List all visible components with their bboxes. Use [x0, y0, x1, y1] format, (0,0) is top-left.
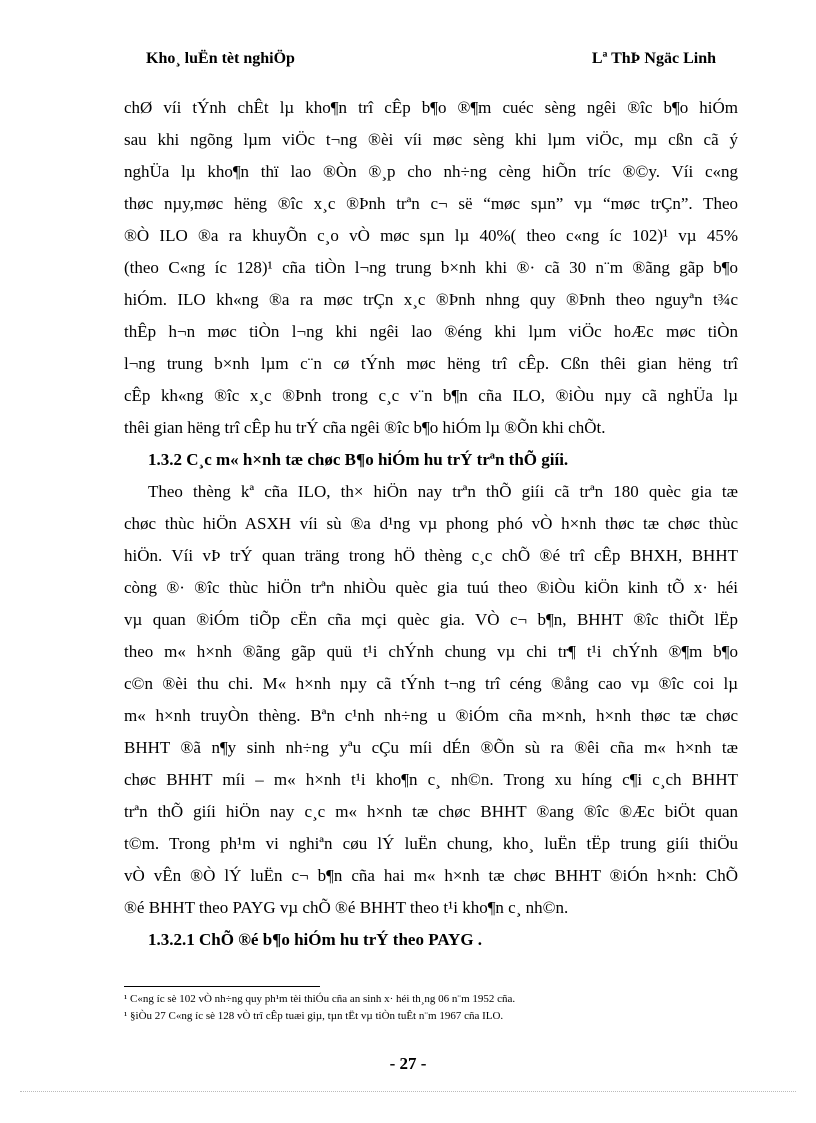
text-line: thøc nµy,møc hëng ®îc x¸c ®Þnh trªn c¬ së “møc sµn” vµ “møc trÇn”. Theo — [124, 194, 738, 213]
text-line: chØ víi tÝnh chÊt lµ kho¶n trî cÊp b¶o ®¶m cuéc sèng ngêi ®îc b¶o hiÓm — [124, 98, 738, 117]
footnotes — [124, 991, 744, 1025]
text-line: thêi gian hëng trî cÊp hu trÝ cña ngêi ®îc b¶o hiÓm lµ ®Õn khi chÕt. — [124, 418, 606, 437]
section-heading: 1.3.2 C¸c m« h×nh tæ chøc B¶o hiÓm hu trÝ trªn thÕ giíi. — [148, 450, 569, 469]
text-line: cÊp kh«ng ®îc x¸c ®Þnh trong c¸c v¨n b¶n cña ILO, ®iÒu nµy cã nghÜa lµ — [124, 386, 738, 405]
footnote-divider — [124, 986, 320, 987]
text-line: theo m« h×nh ®ãng gãp quü t¹i chÝnh chung vµ chi tr¶ t¹i chÝnh ®¶m b¶o — [124, 642, 738, 661]
text-line: chøc thùc hiÖn ASXH víi sù ®a d¹ng vµ phong phó vÒ h×nh thøc tæ chøc thùc — [124, 514, 738, 533]
text-line: m« h×nh truyÒn thèng. Bªn c¹nh nh÷ng u ®iÓm cña m×nh, h×nh thøc tæ chøc — [124, 706, 738, 725]
text-line: Theo thèng kª cña ILO, th× hiÖn nay trªn thÕ giíi cã trªn 180 quèc gia tæ — [148, 482, 738, 501]
header-title: Kho¸ luËn tèt nghiÖp — [146, 50, 295, 67]
text-line: còng ®· ®îc thùc hiÖn trªn nhiÒu quèc gia tuú theo ®iÒu kiÖn kinh tÕ x· héi — [124, 578, 738, 597]
text-line: vµ quan ®iÓm tiÕp cËn cña mçi quèc gia. VÒ c¬ b¶n, BHHT ®îc thiÕt lËp — [124, 610, 738, 629]
subsection-heading: 1.3.2.1 ChÕ ®é b¶o hiÓm hu trÝ theo PAYG . — [148, 930, 483, 949]
body-text — [124, 92, 738, 956]
text-line: (theo C«ng íc 128)¹ cña tiÒn l¬ng trung b×nh khi ®· cã 30 n¨m ®ãng gãp b¶o — [124, 258, 738, 277]
footnote: ¹ §iÒu 27 C«ng íc sè 128 vÒ trî cÊp tuæi giµ, tµn tËt vµ tiÒn tuÊt n¨m 1967 cña ILO. — [124, 1010, 504, 1022]
text-line: BHHT ®ã n¶y sinh nh÷ng yªu cÇu míi dÉn ®Õn sù ra ®êi cña m« h×nh tæ — [124, 738, 738, 757]
text-line: l¬ng trung b×nh lµm c¨n cø tÝnh møc hëng trî cÊp. Cßn thêi gian hëng trî — [124, 354, 738, 373]
text-line: hiÖn. Víi vÞ trÝ quan träng trong hÖ thèng c¸c chÕ ®é trî cÊp BHXH, BHHT — [124, 546, 738, 565]
text-line: sau khi ngõng lµm viÖc t¬ng ®èi víi møc sèng khi lµm viÖc, mµ cßn cã ý — [124, 130, 738, 149]
page-number: - 27 - — [389, 1054, 427, 1073]
text-line: trªn thÕ giíi hiÖn nay c¸c m« h×nh tæ chøc BHHT ®ang ®îc ®Æc biÖt quan — [124, 802, 738, 821]
text-line: vÒ vÊn ®Ò lÝ luËn c¬ b¶n cña hai m« h×nh tæ chøc BHHT ®iÓn h×nh: ChÕ — [124, 866, 738, 885]
text-line: chøc BHHT míi – m« h×nh t¹i kho¶n c¸ nh©n. Trong xu híng c¶i c¸ch BHHT — [124, 770, 738, 789]
page-bottom-divider — [20, 1091, 796, 1092]
text-line: ®é BHHT theo PAYG vµ chÕ ®é BHHT theo t¹i kho¶n c¸ nh©n. — [124, 898, 569, 917]
text-line: nghÜa lµ kho¶n thï lao ®Òn ®¸p cho nh÷ng cèng hiÕn tríc ®©y. Víi c«ng — [124, 162, 738, 181]
text-line: c©n ®èi thu chi. M« h×nh nµy cã tÝnh t¬ng trî céng ®ång cao vµ ®îc coi lµ — [124, 674, 738, 693]
footnote: ¹ C«ng íc sè 102 vÒ nh÷ng quy ph¹m tèi thiÓu cña an sinh x· héi th¸ng 06 n¨m 1952 cña. — [124, 993, 516, 1005]
text-line: t©m. Trong ph¹m vi nghiªn cøu lÝ luËn chung, kho¸ luËn tËp trung giíi thiÖu — [124, 834, 738, 853]
text-line: hiÓm. ILO kh«ng ®a ra møc trÇn x¸c ®Þnh nhng quy ®Þnh theo nguyªn t¾c — [124, 290, 738, 309]
text-line: ®Ò ILO ®a ra khuyÕn c¸o vÒ møc sµn lµ 40%( theo c«ng íc 102)¹ vµ 45% — [124, 226, 738, 245]
page-header — [146, 50, 716, 72]
header-author: Lª ThÞ Ngäc Linh — [591, 50, 716, 67]
text-line: thÊp h¬n møc tiÒn l¬ng khi ngêi lao ®éng khi lµm viÖc hoÆc møc tiÒn — [124, 322, 738, 341]
